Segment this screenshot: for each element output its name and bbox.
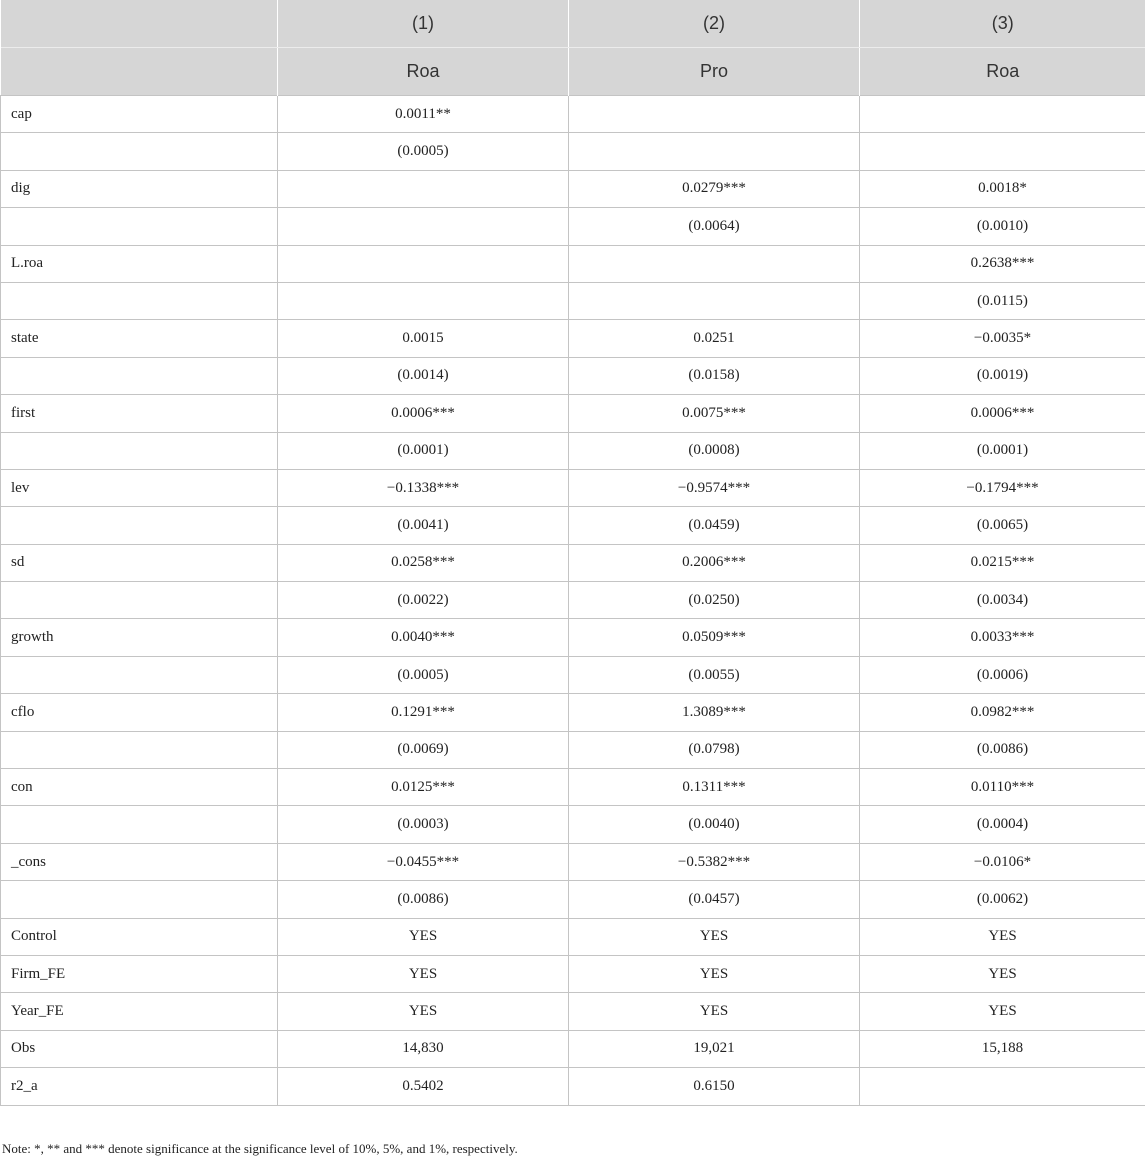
table-row [1,619,1145,656]
value-cell-model-2: 1.3089*** [569,694,860,731]
value-cell-model-1: −0.0455*** [278,843,569,880]
row-label-cell [1,208,278,245]
value-cell-model-1: (0.0001) [278,432,569,469]
table-row [1,769,1145,806]
value-cell-model-1: −0.1338*** [278,469,569,506]
value-cell-model-2: 0.0279*** [569,170,860,207]
row-label-cell [1,881,278,918]
table-row [1,395,1145,432]
row-label-cell [1,656,278,693]
value-cell-model-3: −0.1794*** [860,469,1145,506]
value-cell-model-2: (0.0457) [569,881,860,918]
table-row [1,320,1145,357]
table-row [1,1030,1145,1067]
row-label-cell: Control [1,918,278,955]
value-cell-model-2: 0.1311*** [569,769,860,806]
header-cell-model-1: (1) [278,0,569,48]
value-cell-model-1 [278,208,569,245]
row-label-cell [1,507,278,544]
value-cell-model-3: YES [860,993,1145,1030]
table-row [1,582,1145,619]
table-row [1,955,1145,992]
value-cell-model-1: 14,830 [278,1030,569,1067]
table-row [1,133,1145,170]
value-cell-model-1: YES [278,918,569,955]
table-row [1,507,1145,544]
value-cell-model-2 [569,282,860,319]
value-cell-model-3: (0.0004) [860,806,1145,843]
table-row [1,656,1145,693]
row-label-cell: Year_FE [1,993,278,1030]
value-cell-model-1 [278,282,569,319]
value-cell-model-2: YES [569,918,860,955]
value-cell-model-1: 0.1291*** [278,694,569,731]
value-cell-model-1: (0.0014) [278,357,569,394]
table-row [1,245,1145,282]
value-cell-model-2: 0.2006*** [569,544,860,581]
header-cell-dv-2: Pro [569,48,860,96]
value-cell-model-2: 0.6150 [569,1068,860,1105]
value-cell-model-2: (0.0250) [569,582,860,619]
value-cell-model-3: 0.0006*** [860,395,1145,432]
value-cell-model-1 [278,245,569,282]
value-cell-model-2: −0.5382*** [569,843,860,880]
table-body [1,96,1145,1106]
table-row [1,918,1145,955]
value-cell-model-2: YES [569,993,860,1030]
row-label-cell: first [1,395,278,432]
value-cell-model-3: −0.0035* [860,320,1145,357]
row-label-cell: dig [1,170,278,207]
value-cell-model-3: 0.0215*** [860,544,1145,581]
header-cell-dv-1: Roa [278,48,569,96]
value-cell-model-3: 15,188 [860,1030,1145,1067]
row-label-cell: con [1,769,278,806]
value-cell-model-2: (0.0064) [569,208,860,245]
header-row-dependent-vars [1,48,1145,96]
value-cell-model-3: YES [860,918,1145,955]
table-row [1,208,1145,245]
value-cell-model-2: 0.0251 [569,320,860,357]
row-label-cell [1,432,278,469]
value-cell-model-1 [278,170,569,207]
value-cell-model-1: (0.0069) [278,731,569,768]
value-cell-model-2: (0.0459) [569,507,860,544]
header-cell-model-3: (3) [860,0,1145,48]
header-cell-corner-2 [1,48,278,96]
row-label-cell [1,357,278,394]
value-cell-model-1: (0.0005) [278,133,569,170]
value-cell-model-3: 0.0110*** [860,769,1145,806]
row-label-cell: Firm_FE [1,955,278,992]
table-row [1,96,1145,133]
value-cell-model-2: (0.0158) [569,357,860,394]
table-row [1,806,1145,843]
table-row [1,432,1145,469]
value-cell-model-2: (0.0055) [569,656,860,693]
value-cell-model-1: 0.0011** [278,96,569,133]
value-cell-model-1: 0.0015 [278,320,569,357]
row-label-cell: Obs [1,1030,278,1067]
value-cell-model-1: YES [278,955,569,992]
value-cell-model-1: 0.5402 [278,1068,569,1105]
row-label-cell: state [1,320,278,357]
table-row [1,993,1145,1030]
value-cell-model-2: 0.0509*** [569,619,860,656]
row-label-cell: r2_a [1,1068,278,1105]
value-cell-model-3: (0.0010) [860,208,1145,245]
value-cell-model-2 [569,245,860,282]
value-cell-model-1: (0.0086) [278,881,569,918]
row-label-cell: L.roa [1,245,278,282]
table-note: Note: *, ** and *** denote significance at the significance level of 10%, 5%, and 1%, respectively. [2,1141,518,1156]
table-row [1,170,1145,207]
value-cell-model-3: (0.0115) [860,282,1145,319]
value-cell-model-3: (0.0034) [860,582,1145,619]
header-row-model-numbers [1,0,1145,48]
value-cell-model-3: 0.0033*** [860,619,1145,656]
row-label-cell [1,282,278,319]
header-cell-corner [1,0,278,48]
value-cell-model-2 [569,133,860,170]
value-cell-model-3: (0.0062) [860,881,1145,918]
row-label-cell: cflo [1,694,278,731]
value-cell-model-1: 0.0006*** [278,395,569,432]
value-cell-model-3: (0.0019) [860,357,1145,394]
row-label-cell: sd [1,544,278,581]
value-cell-model-3: (0.0006) [860,656,1145,693]
value-cell-model-3: 0.2638*** [860,245,1145,282]
table-row [1,282,1145,319]
value-cell-model-1: YES [278,993,569,1030]
table-row [1,357,1145,394]
value-cell-model-3: 0.0982*** [860,694,1145,731]
value-cell-model-1: (0.0005) [278,656,569,693]
table-row [1,843,1145,880]
row-label-cell [1,731,278,768]
row-label-cell: _cons [1,843,278,880]
value-cell-model-1: (0.0003) [278,806,569,843]
value-cell-model-2: (0.0008) [569,432,860,469]
value-cell-model-1: 0.0258*** [278,544,569,581]
value-cell-model-3: (0.0001) [860,432,1145,469]
value-cell-model-3: YES [860,955,1145,992]
value-cell-model-3 [860,133,1145,170]
row-label-cell: growth [1,619,278,656]
row-label-cell [1,806,278,843]
table-row [1,881,1145,918]
table-header [1,0,1145,96]
row-label-cell [1,133,278,170]
table-row [1,694,1145,731]
row-label-cell: cap [1,96,278,133]
value-cell-model-3: −0.0106* [860,843,1145,880]
table-row [1,731,1145,768]
value-cell-model-3: (0.0065) [860,507,1145,544]
value-cell-model-1: (0.0022) [278,582,569,619]
value-cell-model-2: −0.9574*** [569,469,860,506]
value-cell-model-2: YES [569,955,860,992]
table-row [1,1068,1145,1105]
header-cell-model-2: (2) [569,0,860,48]
value-cell-model-3: (0.0086) [860,731,1145,768]
value-cell-model-2 [569,96,860,133]
value-cell-model-3 [860,1068,1145,1105]
value-cell-model-2: 19,021 [569,1030,860,1067]
value-cell-model-1: 0.0040*** [278,619,569,656]
value-cell-model-3 [860,96,1145,133]
header-cell-dv-3: Roa [860,48,1145,96]
value-cell-model-3: 0.0018* [860,170,1145,207]
table-row [1,544,1145,581]
table-row [1,469,1145,506]
row-label-cell: lev [1,469,278,506]
value-cell-model-2: (0.0798) [569,731,860,768]
value-cell-model-2: 0.0075*** [569,395,860,432]
value-cell-model-1: (0.0041) [278,507,569,544]
value-cell-model-2: (0.0040) [569,806,860,843]
row-label-cell [1,582,278,619]
value-cell-model-1: 0.0125*** [278,769,569,806]
